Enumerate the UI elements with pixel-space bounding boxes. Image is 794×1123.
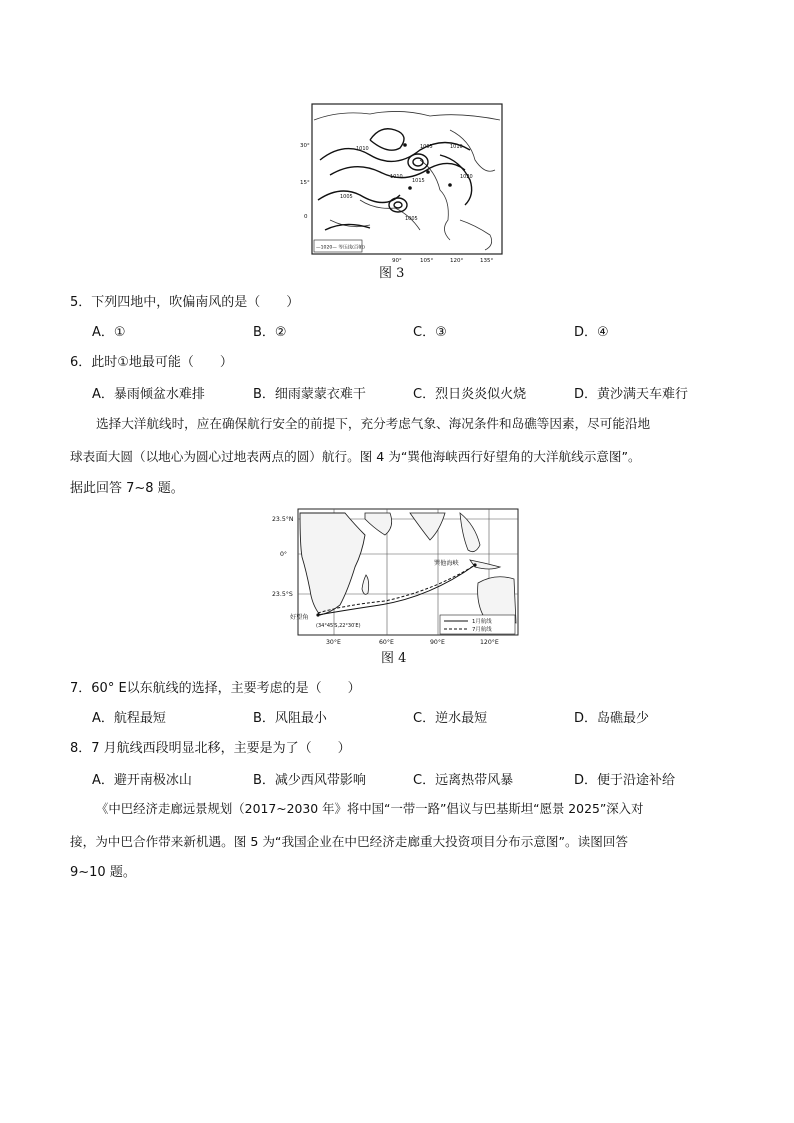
- question-5-option-a[interactable]: A．①: [92, 325, 126, 340]
- isobar-label: 1005: [340, 194, 353, 200]
- lat-label: 23.5°N: [272, 516, 294, 523]
- figure-4-caption: 图 4: [381, 651, 407, 666]
- question-8-option-b[interactable]: B．减少西风带影响: [253, 773, 366, 788]
- lon-label: 120°: [450, 258, 464, 264]
- lon-label: 30°E: [326, 639, 341, 646]
- question-5-stem: 5．下列四地中，吹偏南风的是（ ）: [70, 295, 300, 310]
- passage-2-line-2: 接，为中巴合作带来新机遇。图 5 为“我国企业在中巴经济走廊重大投资项目分布示意图”。读图回答: [70, 834, 629, 849]
- lon-label: 60°E: [379, 639, 394, 646]
- lon-label: 120°E: [480, 639, 499, 646]
- question-6-option-b[interactable]: B．细雨蒙蒙衣难干: [253, 387, 366, 402]
- question-6-option-c[interactable]: C．烈日炎炎似火烧: [413, 387, 527, 402]
- isobar-label: 1010: [356, 146, 369, 152]
- passage-2-line-3: 9~10 题。: [70, 865, 136, 880]
- isobar-label: 1020: [460, 174, 473, 180]
- lat-label: 0: [304, 214, 308, 220]
- question-7-option-d[interactable]: D．岛礁最少: [574, 711, 650, 726]
- lon-label: 135°: [480, 258, 494, 264]
- isobar-label: 1010: [390, 174, 403, 180]
- passage-1-line-2: 球表面大圆（以地心为圆心过地表两点的圆）航行。图 4 为“巽他海峡西行好望角的大洋航线示意图”。: [70, 449, 641, 464]
- lon-label: 105°: [420, 258, 434, 264]
- place-cape-of-good-hope: 好望角: [290, 614, 309, 621]
- passage-2-line-1: 《中巴经济走廊远景规划（2017~2030 年》将中国“一带一路”倡议与巴基斯坦“愿景 2025”深入对: [96, 801, 644, 816]
- isobar-label: 1015: [412, 178, 425, 184]
- isobar-label: 1005: [405, 216, 418, 222]
- lat-label: 0°: [280, 551, 288, 558]
- lon-label: 90°E: [430, 639, 445, 646]
- question-5-option-c[interactable]: C．③: [413, 325, 447, 340]
- place-sunda-strait: 巽他海峡: [434, 560, 459, 567]
- question-5-option-b[interactable]: B．②: [253, 325, 287, 340]
- question-7-option-a[interactable]: A．航程最短: [92, 711, 166, 726]
- lat-label: 30°: [300, 143, 310, 149]
- question-6-option-d[interactable]: D．黄沙满天车难行: [574, 387, 689, 402]
- figure-4: [270, 505, 530, 650]
- lat-label: 23.5°S: [272, 591, 293, 598]
- question-8-option-d[interactable]: D．便于沿途补给: [574, 773, 676, 788]
- isobar-legend: —1020— 等压线(百帕): [316, 245, 365, 251]
- question-6-option-a[interactable]: A．暴雨倾盆水难排: [92, 387, 205, 402]
- cape-coordinate: (34°45′S,22°30′E): [316, 623, 361, 629]
- question-8-option-a[interactable]: A．避开南极冰山: [92, 773, 192, 788]
- figure-3-caption: 图 3: [379, 266, 405, 281]
- legend-jul-route: 7月航线: [472, 627, 492, 633]
- isobar-label: 1010: [450, 144, 463, 150]
- lat-label: 15°: [300, 180, 310, 186]
- question-7-option-b[interactable]: B．风阻最小: [253, 711, 327, 726]
- isobar-map: [300, 100, 510, 265]
- question-7-stem: 7．60° E以东航线的选择，主要考虑的是（ ）: [70, 681, 361, 696]
- figure-3: [300, 100, 510, 265]
- question-7-option-c[interactable]: C．逆水最短: [413, 711, 488, 726]
- passage-1-line-1: 选择大洋航线时，应在确保航行安全的前提下，充分考虑气象、海况条件和岛礁等因素，尽可能沿地: [96, 416, 651, 431]
- question-6-stem: 6．此时①地最可能（ ）: [70, 355, 233, 370]
- question-8-option-c[interactable]: C．远离热带风暴: [413, 773, 514, 788]
- isobar-label: 1005: [420, 144, 433, 150]
- lon-label: 90°: [392, 258, 402, 264]
- question-8-stem: 8．7 月航线西段明显北移，主要是为了（ ）: [70, 741, 351, 756]
- route-map: [270, 505, 530, 650]
- legend-jan-route: 1月航线: [472, 619, 492, 625]
- question-5-option-d[interactable]: D．④: [574, 325, 609, 340]
- passage-1-line-3: 据此回答 7~8 题。: [70, 481, 184, 496]
